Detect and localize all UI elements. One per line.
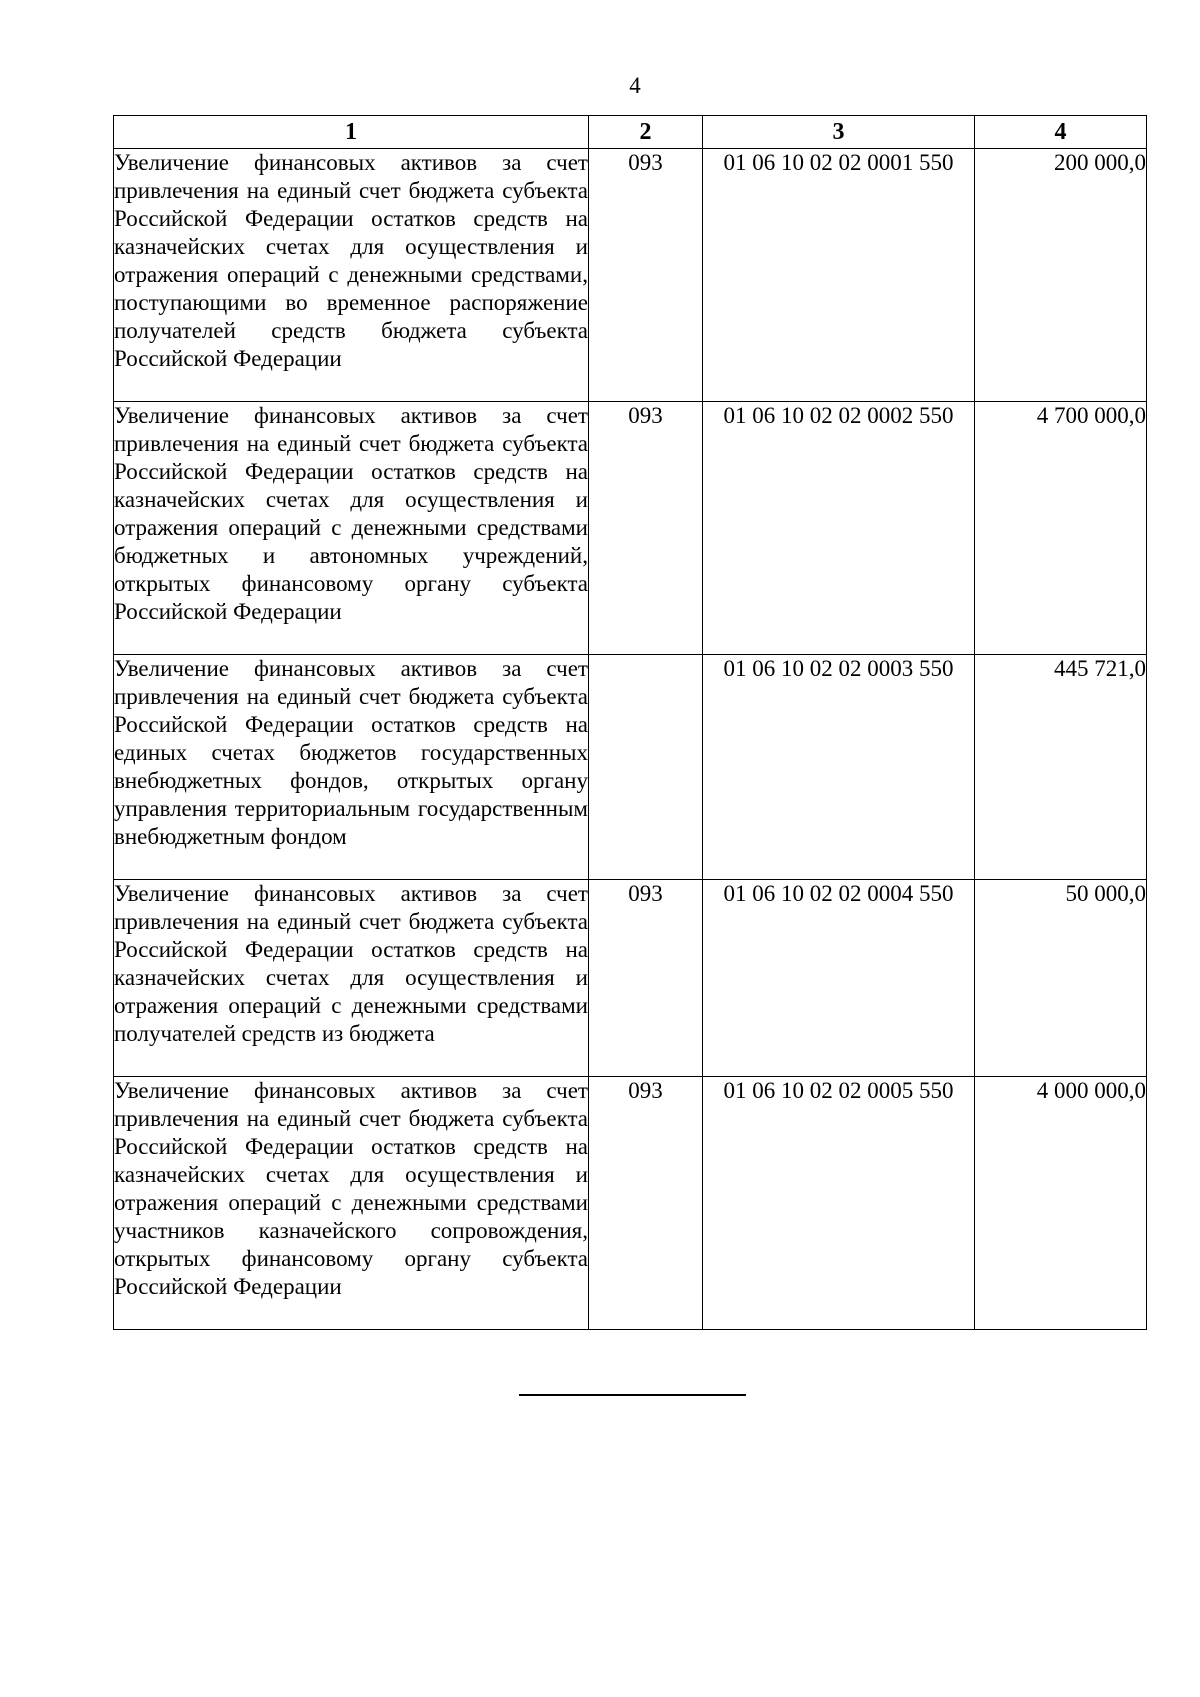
table-row <box>114 402 1147 655</box>
end-separator-line <box>519 1394 746 1396</box>
row-admin-code: 093 <box>589 149 703 402</box>
row-budget-code: 01 06 10 02 02 0003 550 <box>703 655 975 880</box>
table-row <box>114 1077 1147 1330</box>
table-header-row <box>114 116 1147 149</box>
header-col-2: 2 <box>589 116 703 149</box>
row-amount: 50 000,0 <box>975 880 1147 1077</box>
table-row <box>114 880 1147 1077</box>
row-admin-code <box>589 655 703 880</box>
header-col-3: 3 <box>703 116 975 149</box>
row-budget-code: 01 06 10 02 02 0004 550 <box>703 880 975 1077</box>
row-amount: 200 000,0 <box>975 149 1147 402</box>
row-description: Увеличение финансовых активов за счет привлечения на единый счет бюджета субъекта Российской Федерации остатков средств на казначейских счетах для осуществления и отражения операций с денежными средствами бюджетных и автономных учреждений, открытых финансовому органу субъекта Российской Федерации <box>114 402 589 655</box>
table-row <box>114 655 1147 880</box>
header-col-4: 4 <box>975 116 1147 149</box>
row-description: Увеличение финансовых активов за счет привлечения на единый счет бюджета субъекта Российской Федерации остатков средств на казначейских счетах для осуществления и отражения операций с денежными средствами получателей средств из бюджета <box>114 880 589 1077</box>
row-amount: 4 700 000,0 <box>975 402 1147 655</box>
page-number: 4 <box>629 73 641 98</box>
header-col-1: 1 <box>114 116 589 149</box>
row-amount: 445 721,0 <box>975 655 1147 880</box>
row-admin-code: 093 <box>589 880 703 1077</box>
budget-table <box>113 115 1147 1330</box>
row-budget-code: 01 06 10 02 02 0001 550 <box>703 149 975 402</box>
row-description: Увеличение финансовых активов за счет привлечения на единый счет бюджета субъекта Российской Федерации остатков средств на казначейских счетах для осуществления и отражения операций с денежными средствами, поступающими во временное распоряжение получателей средств бюджета субъекта Российской Федерации <box>114 149 589 402</box>
row-budget-code: 01 06 10 02 02 0005 550 <box>703 1077 975 1330</box>
row-budget-code: 01 06 10 02 02 0002 550 <box>703 402 975 655</box>
table-row <box>114 149 1147 402</box>
row-description: Увеличение финансовых активов за счет привлечения на единый счет бюджета субъекта Российской Федерации остатков средств на единых счетах бюджетов государственных внебюджетных фондов, открытых органу управления территориальным государственным внебюджетным фондом <box>114 655 589 880</box>
row-amount: 4 000 000,0 <box>975 1077 1147 1330</box>
row-description: Увеличение финансовых активов за счет привлечения на единый счет бюджета субъекта Российской Федерации остатков средств на казначейских счетах для осуществления и отражения операций с денежными средствами участников казначейского сопровождения, открытых финансовому органу субъекта Российской Федерации <box>114 1077 589 1330</box>
row-admin-code: 093 <box>589 402 703 655</box>
row-admin-code: 093 <box>589 1077 703 1330</box>
